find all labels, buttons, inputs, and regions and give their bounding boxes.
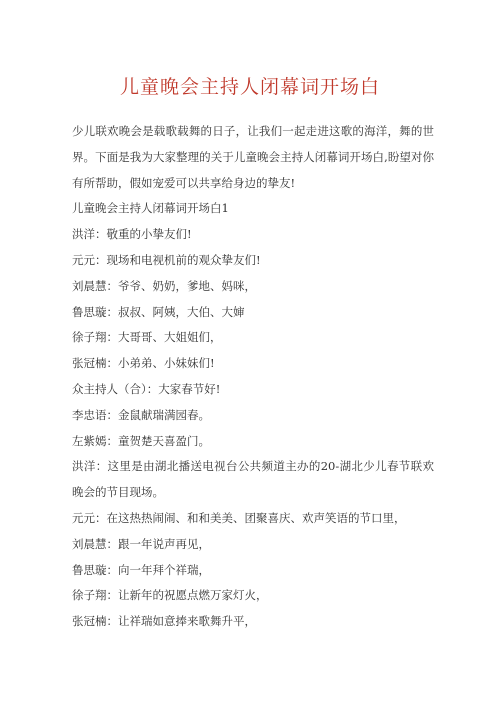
document-title: 儿童晚会主持人闭幕词开场白 <box>119 76 380 98</box>
paragraph-line: 李忠语：金鼠献瑞满园春。 <box>72 407 210 422</box>
paragraph-line: 洪洋：敬重的小挚友们! <box>72 227 192 242</box>
paragraph-line: 张冠楠：小弟弟、小妹妹们! <box>72 356 215 371</box>
paragraph-line: 众主持人（合）：大家春节好! <box>72 381 221 396</box>
paragraph-line: 元元：现场和电视机前的观众挚友们! <box>72 252 261 267</box>
paragraph-line: 左紫嫣：童贺楚天喜盈门。 <box>72 433 210 448</box>
paragraph-line: 儿童晚会主持人闭幕词开场白1 <box>72 201 229 216</box>
paragraph-line: 徐子翔：让新年的祝愿点燃万家灯火， <box>72 588 268 603</box>
paragraph-line: 刘晨慧：爷爷、奶奶，爹地、妈咪， <box>72 278 256 293</box>
paragraph-line: 刘晨慧：跟一年说声再见， <box>72 536 210 551</box>
paragraph-line: 洪洋：这里是由湖北播送电视台公共频道主办的20-湖北少儿春节联欢晚会的节目现场。 <box>72 459 434 500</box>
paragraph-line: 鲁思璇：向一年拜个祥瑞， <box>72 562 210 577</box>
paragraph-line: 张冠楠：让祥瑞如意捧来歌舞升平， <box>72 614 256 629</box>
document-body <box>72 119 434 635</box>
paragraph-line: 徐子翔：大哥哥、大姐姐们， <box>72 330 222 345</box>
paragraph-line: 鲁思璇：叔叔、阿姨，大伯、大婶 <box>72 304 245 319</box>
paragraph-line: 元元：在这热热闹闹、和和美美、团聚喜庆、欢声笑语的节口里， <box>72 510 406 525</box>
intro-paragraph: 少儿联欢晚会是载歌载舞的日子，让我们一起走进这歌的海洋，舞的世界。下面是我为大家整理的关于儿童晚会主持人闭幕词开场白,盼望对你有所帮助，假如宠爱可以共享给身边的挚友! <box>72 124 434 190</box>
